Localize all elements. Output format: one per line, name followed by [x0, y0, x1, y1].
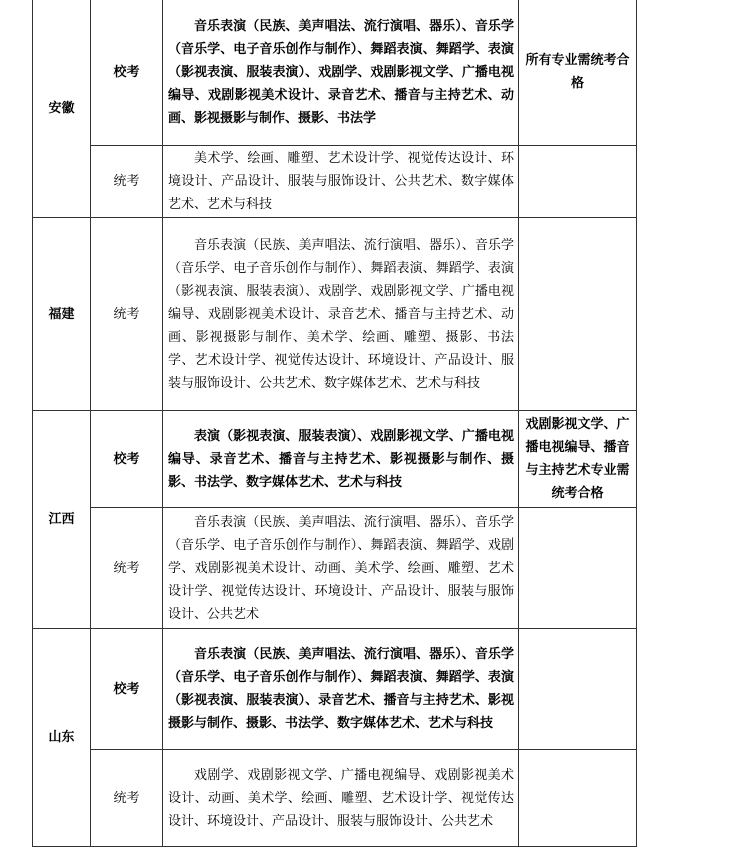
- table-row: [33, 629, 637, 750]
- exam-type-cell: 统考: [91, 508, 163, 629]
- note-cell: 所有专业需统考合格: [519, 0, 637, 146]
- exam-type-cell: 校考: [91, 411, 163, 508]
- note-cell: [519, 146, 637, 218]
- majors-cell: 美术学、绘画、雕塑、艺术设计学、视觉传达设计、环境设计、产品设计、服装与服饰设计、公共艺术、数字媒体艺术、艺术与科技: [163, 146, 519, 218]
- table-row: [33, 750, 637, 847]
- exam-type-cell: 校考: [91, 629, 163, 750]
- table-row: [33, 0, 637, 146]
- province-cell: 山东: [33, 629, 91, 847]
- majors-cell: 音乐表演（民族、美声唱法、流行演唱、器乐）、音乐学（音乐学、电子音乐创作与制作）、舞蹈表演、舞蹈学、表演（影视表演、服装表演）、戏剧学、戏剧影视文学、广播电视编导、戏剧影视美术设计、录音艺术、播音与主持艺术、动画、影视摄影与制作、美术学、绘画、雕塑、摄影、书法学、艺术设计学、视觉传达设计、环境设计、产品设计、服装与服饰设计、公共艺术、数字媒体艺术、艺术与科技: [163, 218, 519, 411]
- admissions-table: [32, 0, 637, 847]
- province-cell: 安徽: [33, 0, 91, 218]
- majors-cell: 表演（影视表演、服装表演）、戏剧影视文学、广播电视编导、录音艺术、播音与主持艺术、影视摄影与制作、摄影、书法学、数字媒体艺术、艺术与科技: [163, 411, 519, 508]
- note-cell: [519, 629, 637, 750]
- exam-type-cell: 统考: [91, 750, 163, 847]
- majors-cell: 戏剧学、戏剧影视文学、广播电视编导、戏剧影视美术设计、动画、美术学、绘画、雕塑、艺术设计学、视觉传达设计、环境设计、产品设计、服装与服饰设计、公共艺术: [163, 750, 519, 847]
- table-row: [33, 411, 637, 508]
- exam-type-cell: 校考: [91, 0, 163, 146]
- table-row: [33, 146, 637, 218]
- majors-cell: 音乐表演（民族、美声唱法、流行演唱、器乐）、音乐学（音乐学、电子音乐创作与制作）、舞蹈表演、舞蹈学、表演（影视表演、服装表演）、戏剧学、戏剧影视文学、广播电视编导、戏剧影视美术设计、录音艺术、播音与主持艺术、动画、影视摄影与制作、摄影、书法学: [163, 0, 519, 146]
- note-cell: [519, 218, 637, 411]
- table-row: [33, 508, 637, 629]
- exam-type-cell: 统考: [91, 146, 163, 218]
- note-cell: [519, 750, 637, 847]
- note-cell: 戏剧影视文学、广播电视编导、播音与主持艺术专业需统考合格: [519, 411, 637, 508]
- majors-cell: 音乐表演（民族、美声唱法、流行演唱、器乐）、音乐学（音乐学、电子音乐创作与制作）、舞蹈表演、舞蹈学、戏剧学、戏剧影视美术设计、动画、美术学、绘画、雕塑、艺术设计学、视觉传达设计、环境设计、产品设计、服装与服饰设计、公共艺术: [163, 508, 519, 629]
- exam-type-cell: 统考: [91, 218, 163, 411]
- province-cell: 江西: [33, 411, 91, 629]
- province-cell: 福建: [33, 218, 91, 411]
- note-cell: [519, 508, 637, 629]
- majors-cell: 音乐表演（民族、美声唱法、流行演唱、器乐）、音乐学（音乐学、电子音乐创作与制作）、舞蹈表演、舞蹈学、表演（影视表演、服装表演）、录音艺术、播音与主持艺术、影视摄影与制作、摄影、书法学、数字媒体艺术、艺术与科技: [163, 629, 519, 750]
- table-row: [33, 218, 637, 411]
